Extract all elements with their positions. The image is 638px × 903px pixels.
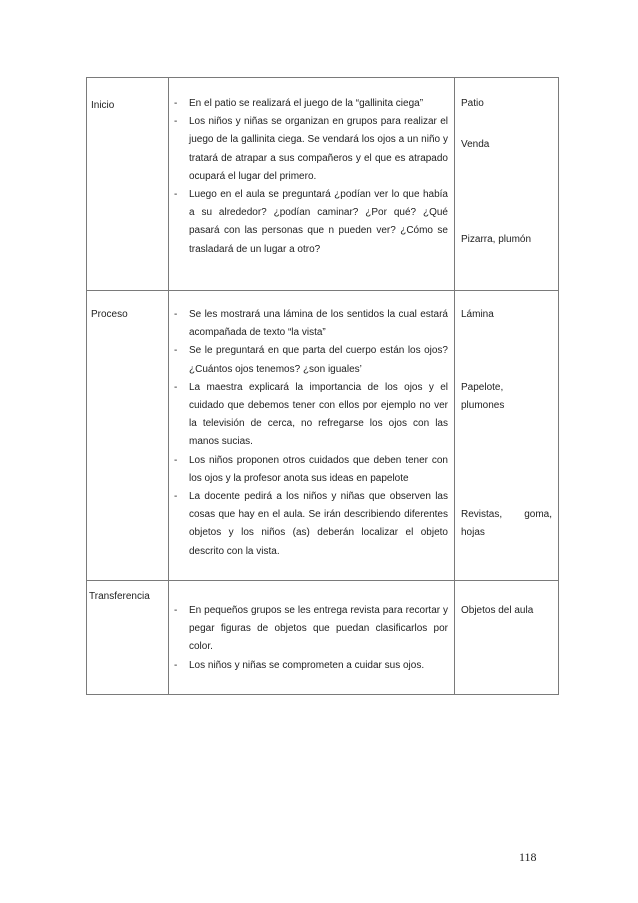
phase-cell [87, 291, 169, 581]
bullet-dash: - [174, 381, 178, 393]
list-item [174, 186, 448, 259]
activity-text: La docente pedirá a los niños y niñas que observen las cosas que hay en el aula. Se irán describiendo diferentes objetos y los niños (as) deberán localizar el objeto descrito con la vista. [189, 491, 448, 557]
page-number: 118 [519, 850, 537, 864]
activity-text: La maestra explicará la importancia de los ojos y el cuidado que debemos tener con ellos por ejemplo no ver la televisión de cerca, no refregarse los ojos con las manos sucias. [189, 381, 448, 448]
list-item [174, 657, 448, 675]
activities-cell [169, 291, 455, 581]
activity-text: Se les mostrará una lámina de los sentidos la cual estará acompañada de texto “la vista” [189, 309, 448, 339]
phase-label: Proceso [91, 309, 128, 320]
table-row-proceso [87, 291, 559, 581]
resources-cell [455, 581, 559, 695]
activity-text: Luego en el aula se preguntará ¿podían ver lo que había a su alrededor? ¿podían caminar? ¿Por qué? ¿Qué pasará con las personas que n pueden ver? ¿Cómo se trasladará de un lugar a otro? [189, 189, 448, 255]
activities-list [174, 602, 448, 675]
resource-item-line [461, 506, 552, 524]
activities-cell [169, 78, 455, 291]
resources-cell [455, 291, 559, 581]
resource-item: goma, [524, 509, 552, 520]
bullet-dash: - [174, 659, 178, 671]
phase-cell [87, 581, 169, 695]
resource-item: hojas [461, 527, 485, 538]
resource-item: Pizarra, plumón [461, 234, 532, 245]
resource-item: Revistas, [461, 509, 503, 520]
table-row-transferencia [87, 581, 559, 695]
bullet-dash: - [174, 116, 178, 128]
resource-item: Venda [461, 139, 490, 150]
resource-item: plumones [461, 400, 505, 411]
activity-text: Se le preguntará en que parta del cuerpo están los ojos? ¿Cuántos ojos tenemos? ¿son iguales’ [189, 345, 448, 375]
list-item [174, 306, 448, 342]
activities-list [174, 95, 448, 259]
resource-item: Papelote, [461, 382, 504, 393]
activity-text: Los niños y niñas se comprometen a cuidar sus ojos. [189, 659, 425, 671]
list-item [174, 342, 448, 378]
phase-cell [87, 78, 169, 291]
list-item [174, 452, 448, 488]
bullet-dash: - [174, 309, 178, 320]
activity-text: Los niños proponen otros cuidados que deben tener con los ojos y la profesor anota sus ideas en papelote [189, 454, 448, 484]
bullet-dash: - [174, 189, 178, 201]
resource-item: Lámina [461, 309, 494, 320]
bullet-dash: - [174, 98, 178, 109]
phase-label: Inicio [91, 100, 115, 111]
bullet-dash: - [174, 454, 178, 466]
resource-item: Objetos del aula [461, 605, 534, 616]
bullet-dash: - [174, 345, 178, 357]
bullet-dash: - [174, 491, 178, 503]
phase-label: Transferencia [89, 591, 150, 602]
activities-cell [169, 581, 455, 695]
table-row-inicio [87, 78, 559, 291]
list-item [174, 488, 448, 561]
activities-list [174, 306, 448, 561]
bullet-dash: - [174, 605, 178, 616]
activity-text: Los niños y niñas se organizan en grupos para realizar el juego de la gallinita ciega. Se vendará los ojos a un niño y tratará de atrapar a sus compañeros y el que es atrapado ocupará el lugar del primero. [189, 116, 448, 182]
list-item [174, 602, 448, 657]
list-item [174, 379, 448, 452]
lesson-plan-table [86, 77, 559, 695]
activity-text: En pequeños grupos se les entrega revista para recortar y pegar figuras de objetos que puedan clasificarlos por color. [189, 605, 448, 653]
list-item [174, 95, 448, 113]
resources-cell [455, 78, 559, 291]
activity-text: En el patio se realizará el juego de la “gallinita ciega” [189, 98, 424, 109]
resource-item: Patio [461, 98, 484, 109]
list-item [174, 113, 448, 186]
